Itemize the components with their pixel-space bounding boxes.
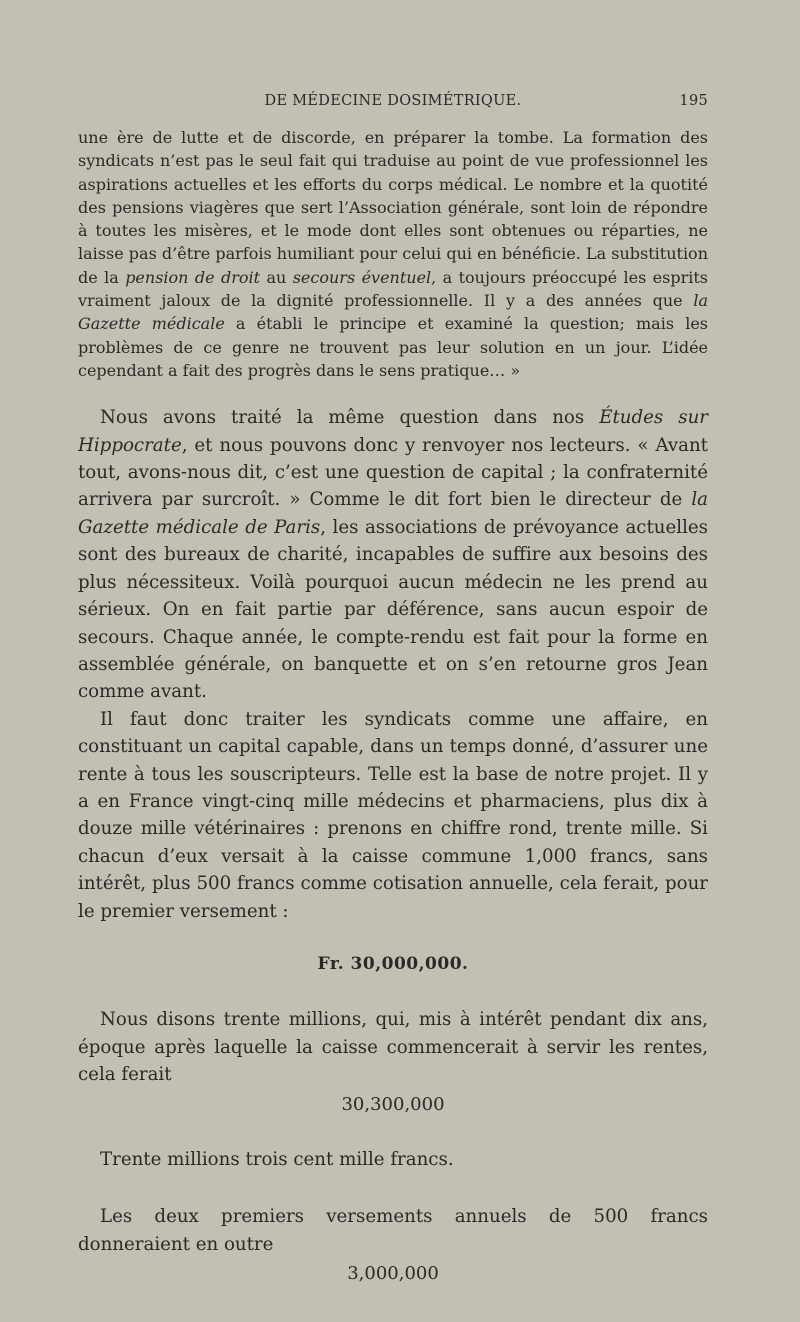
italic-phrase: pension de droit <box>125 267 261 287</box>
paragraph-2 <box>78 404 708 705</box>
italic-phrase: Études sur Hippocrate <box>78 407 708 456</box>
italic-phrase: la Gazette médicale <box>78 291 708 334</box>
italic-phrase: la Gazette médicale de Paris <box>78 489 708 538</box>
total-amount: Fr. 30,000,000. <box>317 953 469 974</box>
text-run: une ère de lutte et de discorde, en préparer la tombe. La formation des syndicats n’est pas le seul fait qui traduise au point de vue professionnel les aspirations actuelles et les efforts du corps médical. Le nombre et la quotité des pensions viagères que sert l’Association générale, sont loin de répondre à toutes les misères, et le mode dont elles sont obtenues ou réparties, ne laisse pas d’être parfois humiliant pour celui qui en bénéficie. La substitution de la <box>78 128 708 287</box>
page-number: 195 <box>679 93 708 109</box>
paragraph-6: Les deux premiers versements annuels de 500 francs donneraient en outre <box>78 1206 708 1255</box>
figure-amount-2: 3,000,000 <box>347 1263 439 1285</box>
italic-phrase: secours éventuel <box>292 267 432 287</box>
page-body <box>78 126 708 1285</box>
text-run: , les associations de prévoyance actuelles sont des bureaux de charité, incapables de suffire aux besoins des plus nécessiteux. Voilà pourquoi aucun médecin ne les prend au sérieux. On en fait partie par déférence, sans aucun espoir de secours. Chaque année, le compte-rendu est fait pour la forme en assemblée générale, on banquette et on s’en retourne gros Jean comme avant. <box>78 516 708 703</box>
text-run: , a toujours préoccupé les esprits vraiment jaloux de la dignité professionnelle. Il y a des années que <box>78 267 709 311</box>
paragraph-4: Nous disons trente millions, qui, mis à intérêt pendant dix ans, époque après laquelle la caisse commencerait à servir les rentes, cela ferait <box>78 1009 708 1086</box>
text-run: a établi le principe et examiné la question; mais les problèmes de ce genre ne trouvent pas leur solution en un jour. L’idée cependant a fait des progrès dans le sens pratique… » <box>78 314 708 380</box>
text-run: , et nous pouvons donc y renvoyer nos lecteurs. « Avant tout, avons-nous dit, c’est une question de capital ; la confraternité arrivera par surcroît. » Comme le dit fort bien le directeur de <box>78 434 708 511</box>
paragraph-3: Il faut donc traiter les syndicats comme une affaire, en constituant un capital capable, dans un temps donné, d’assurer une rente à tous les souscripteurs. Telle est la base de notre projet. Il y a en France vingt-cinq mille médecins et pharmaciens, plus dix à douze mille vétérinaires : prenons en chiffre rond, trente mille. Si chacun d’eux versait à la caisse commune 1,000 francs, sans intérêt, plus 500 francs comme cotisation annuelle, cela ferait, pour le premier versement : <box>78 708 708 922</box>
text-run: au <box>260 267 293 287</box>
figure-amount-1: 30,300,000 <box>341 1093 445 1115</box>
text-run: Nous avons traité la même question dans nos <box>100 407 600 429</box>
paragraph-1 <box>78 126 708 382</box>
paragraph-5: Trente millions trois cent mille francs. <box>100 1148 454 1170</box>
running-title: DE MÉDECINE DOSIMÉTRIQUE. <box>264 93 522 109</box>
